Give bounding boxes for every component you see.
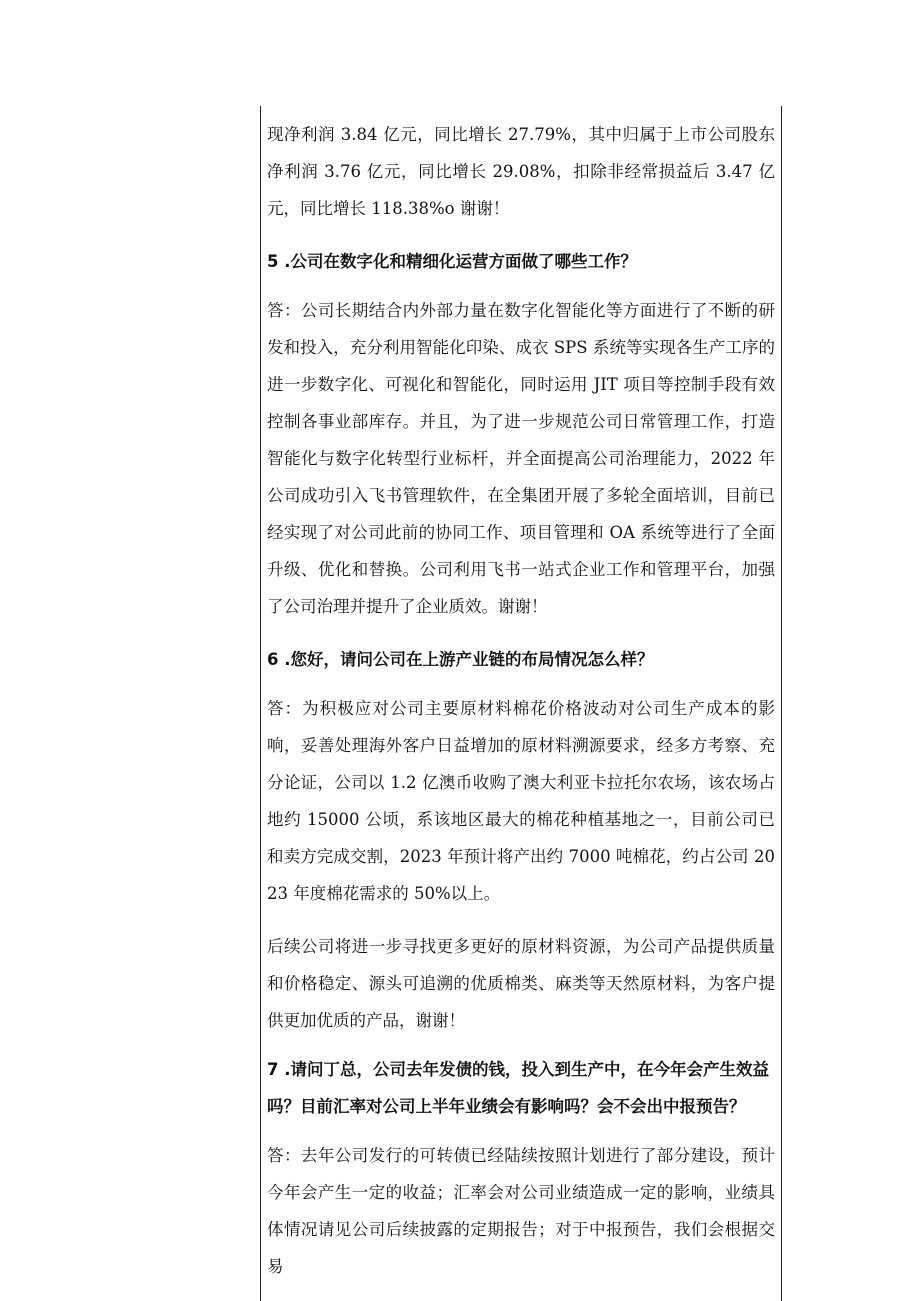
answer-4-continued: 现净利润 3.84 亿元，同比增长 27.79%，其中归属于上市公司股东净利润 3.76 亿元，同比增长 29.08%，扣除非经常损益后 3.47 亿元，同比增长 118.38%o 谢谢！	[267, 125, 775, 218]
answer-7: 答：去年公司发行的可转债已经陆续按照计划进行了部分建设，预计今年会产生一定的收益；汇率会对公司业绩造成一定的影响，业绩具体情况请见公司后续披露的定期报告；对于中报预告，我们会根据交易	[267, 1146, 775, 1276]
question-7: 7 .请问丁总，公司去年发债的钱，投入到生产中，在今年会产生效益吗？目前汇率对公司上半年业绩会有影响吗？会不会出中报预告？	[267, 1060, 769, 1116]
question-6: 6 .您好，请问公司在上游产业链的布局情况怎么样？	[267, 650, 654, 669]
table-cell	[260, 106, 782, 1301]
answer-6-part-1: 答：为积极应对公司主要原材料棉花价格波动对公司生产成本的影响，妥善处理海外客户日益增加的原材料溯源要求，经多方考察、充分论证，公司以 1.2 亿澳币收购了澳大利亚卡拉托尔农场，该农场占地约 15000 公顷，系该地区最大的棉花种植基地之一，目前公司已和卖方完成交割，2023 年预计将产出约 7000 吨棉花，约占公司 2023 年度棉花需求的 50%以上。	[267, 699, 775, 903]
cell-content	[267, 116, 775, 1301]
answer-6-part-2: 后续公司将进一步寻找更多更好的原材料资源，为公司产品提供质量和价格稳定、源头可追溯的优质棉类、麻类等天然原材料，为客户提供更加优质的产品，谢谢！	[267, 937, 775, 1030]
answer-5: 答：公司长期结合内外部力量在数字化智能化等方面进行了不断的研发和投入，充分利用智能化印染、成衣 SPS 系统等实现各生产工序的进一步数字化、可视化和智能化，同时运用 JIT 项目等控制手段有效控制各事业部库存。并且，为了进一步规范公司日常管理工作，打造智能化与数字化转型行业标杆，并全面提高公司治理能力，2022 年公司成功引入飞书管理软件，在全集团开展了多轮全面培训，目前已经实现了对公司此前的协同工作、项目管理和 OA 系统等进行了全面升级、优化和替换。公司利用飞书一站式企业工作和管理平台，加强了公司治理并提升了企业质效。谢谢！	[267, 301, 775, 616]
question-5: 5 .公司在数字化和精细化运营方面做了哪些工作？	[267, 252, 637, 271]
